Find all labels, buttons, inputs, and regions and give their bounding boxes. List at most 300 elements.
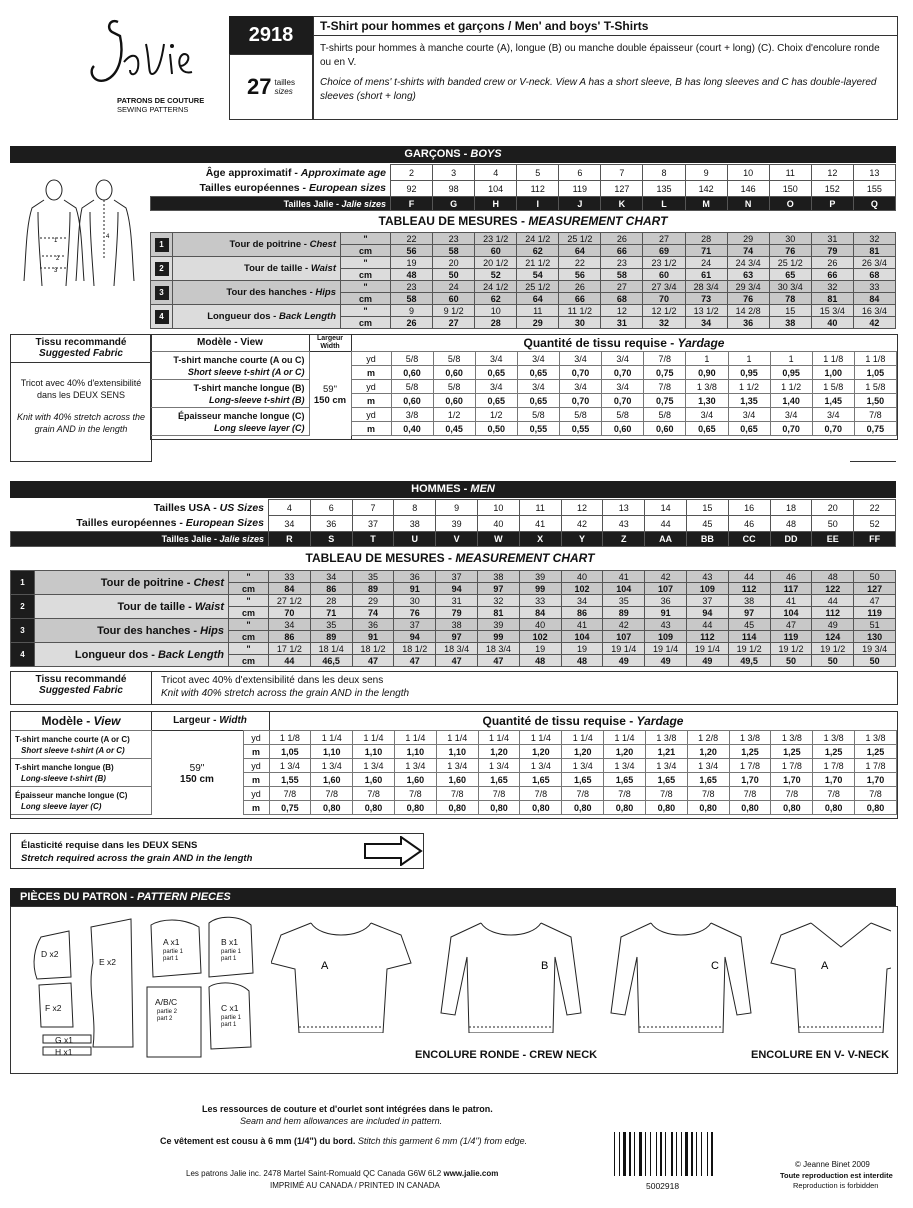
unit-m: m bbox=[351, 422, 391, 436]
measure-cm: 47 bbox=[436, 655, 478, 667]
yardage-yd: 1 1/4 bbox=[604, 731, 646, 745]
measure-cm: 89 bbox=[352, 583, 394, 595]
svg-text:1: 1 bbox=[54, 238, 58, 244]
stretch-fr: Élasticité requise dans les DEUX SENS bbox=[21, 840, 198, 851]
measure-inch: 30 3/4 bbox=[769, 281, 811, 293]
fabric-title-fr: Tissu recommandé bbox=[35, 337, 127, 348]
yardage-m: 0,60 bbox=[391, 394, 433, 408]
unit-m: m bbox=[243, 745, 269, 759]
measure-cm: 50 bbox=[433, 269, 475, 281]
yardage-m: 0,80 bbox=[729, 801, 771, 815]
measure-inch: 44 bbox=[686, 619, 728, 631]
yardage-yd: 3/8 bbox=[391, 408, 433, 422]
cell: FF bbox=[854, 532, 896, 547]
unit-inch: " bbox=[341, 305, 391, 317]
measure-cm: 60 bbox=[433, 293, 475, 305]
yardage-yd: 3/4 bbox=[560, 380, 602, 394]
measure-cm: 63 bbox=[727, 269, 769, 281]
measure-cm: 47 bbox=[394, 655, 436, 667]
yardage-m: 1,21 bbox=[645, 745, 687, 759]
barcode-bar bbox=[623, 1132, 626, 1176]
cell: 8 bbox=[643, 165, 685, 181]
piece-part: part 1 bbox=[221, 1022, 237, 1028]
yardage-m: 0,80 bbox=[353, 801, 395, 815]
yardage-m: 0,90 bbox=[686, 366, 728, 380]
measure-inch: 27 1/2 bbox=[269, 595, 311, 607]
yardage-yd: 1 3/8 bbox=[645, 731, 687, 745]
measure-inch: 11 bbox=[517, 305, 559, 317]
unit-cm: cm bbox=[229, 607, 269, 619]
measure-cm: 27 bbox=[433, 317, 475, 329]
cell: K bbox=[601, 197, 643, 211]
measure-cm: 66 bbox=[601, 245, 643, 257]
measure-label: Longueur dos - Back Length bbox=[35, 643, 229, 667]
measure-inch: 40 bbox=[519, 619, 561, 631]
measure-number: 2 bbox=[11, 595, 35, 619]
yardage-m: 0,80 bbox=[562, 801, 604, 815]
measure-cm: 112 bbox=[728, 583, 770, 595]
cell: I bbox=[517, 197, 559, 211]
measure-cm: 112 bbox=[686, 631, 728, 643]
yardage-m: 1,20 bbox=[478, 745, 520, 759]
measure-cm: 91 bbox=[394, 583, 436, 595]
cell: 9 bbox=[436, 500, 478, 516]
yardage-yd: 7/8 bbox=[855, 787, 897, 801]
measure-cm: 70 bbox=[643, 293, 685, 305]
measure-inch: 41 bbox=[603, 571, 645, 583]
yardage-m: 1,60 bbox=[353, 773, 395, 787]
barcode-bar bbox=[665, 1132, 666, 1176]
measure-cm: 89 bbox=[310, 631, 352, 643]
yardage-m: 0,80 bbox=[687, 801, 729, 815]
yardage-yd: 7/8 bbox=[771, 787, 813, 801]
fabric-fr: Tricot avec 40% d'extensibilité dans les deux sens bbox=[161, 675, 384, 686]
cell: 150 bbox=[769, 181, 811, 197]
piece-label: H x1 bbox=[55, 1047, 73, 1057]
yardage-yd: 7/8 bbox=[520, 787, 562, 801]
yardage-label: Épaisseur manche longue (C) Long sleeve layer (C) bbox=[11, 787, 151, 815]
measure-cm: 56 bbox=[559, 269, 601, 281]
measure-number: 4 bbox=[151, 305, 173, 329]
measure-inch: 24 bbox=[685, 257, 727, 269]
sizes-box bbox=[229, 54, 313, 120]
yardage-m: 0,65 bbox=[517, 394, 559, 408]
unit-inch: " bbox=[229, 595, 269, 607]
yardage-title: Quantité de tissu requise - Yardage bbox=[269, 712, 897, 731]
measure-inch: 44 bbox=[728, 571, 770, 583]
measure-inch: 33 bbox=[269, 571, 311, 583]
measure-cm: 79 bbox=[811, 245, 853, 257]
measure-cm: 81 bbox=[477, 607, 519, 619]
barcode-bar bbox=[681, 1132, 682, 1176]
yardage-yd: 3/4 bbox=[475, 352, 517, 366]
yardage-yd: 7/8 bbox=[687, 787, 729, 801]
cell: S bbox=[310, 532, 352, 547]
yardage-m: 0,50 bbox=[475, 422, 517, 436]
yardage-m: 0,75 bbox=[644, 366, 686, 380]
yardage-yd: 1 bbox=[770, 352, 812, 366]
cell: F bbox=[391, 197, 433, 211]
cell: 34 bbox=[269, 516, 311, 532]
yardage-yd: 5/8 bbox=[560, 408, 602, 422]
measure-cm: 94 bbox=[686, 607, 728, 619]
yardage-m: 0,75 bbox=[644, 394, 686, 408]
cell: 11 bbox=[769, 165, 811, 181]
measure-number: 4 bbox=[11, 643, 35, 667]
measure-cm: 58 bbox=[433, 245, 475, 257]
yardage-m: 0,65 bbox=[475, 394, 517, 408]
yardage-m: 0,80 bbox=[813, 801, 855, 815]
width-value: 59" 150 cm bbox=[309, 351, 352, 439]
measure-inch: 49 bbox=[812, 619, 854, 631]
yardage-m: 1,05 bbox=[269, 745, 311, 759]
piece-label: A/B/C bbox=[155, 997, 178, 1007]
measure-inch: 26 bbox=[601, 233, 643, 245]
measure-inch: 28 bbox=[310, 595, 352, 607]
cell: 36 bbox=[310, 516, 352, 532]
measure-inch: 34 bbox=[561, 595, 603, 607]
measure-inch: 42 bbox=[603, 619, 645, 631]
measure-cm: 29 bbox=[517, 317, 559, 329]
yardage-yd: 1 1/2 bbox=[728, 380, 770, 394]
measure-cm: 107 bbox=[603, 631, 645, 643]
yardage-yd: 1 1/8 bbox=[269, 731, 311, 745]
yardage-yd: 1 3/4 bbox=[436, 759, 478, 773]
barcode-bar bbox=[696, 1132, 697, 1176]
measure-cm: 38 bbox=[769, 317, 811, 329]
measure-inch: 9 bbox=[391, 305, 433, 317]
cell: 92 bbox=[391, 181, 433, 197]
measure-cm: 127 bbox=[854, 583, 896, 595]
yardage-m: 1,65 bbox=[562, 773, 604, 787]
measure-inch: 23 1/2 bbox=[475, 233, 517, 245]
unit-inch: " bbox=[229, 643, 269, 655]
measure-cm: 36 bbox=[727, 317, 769, 329]
unit-cm: cm bbox=[229, 655, 269, 667]
yardage-yd: 7/8 bbox=[269, 787, 311, 801]
measure-inch: 18 1/4 bbox=[310, 643, 352, 655]
yardage-label: Épaisseur manche longue (C) Long sleeve layer (C) bbox=[151, 408, 309, 436]
yardage-yd: 1 3/4 bbox=[353, 759, 395, 773]
yardage-m: 0,60 bbox=[644, 422, 686, 436]
measure-cm: 42 bbox=[853, 317, 895, 329]
yardage-m: 1,70 bbox=[771, 773, 813, 787]
cell: 112 bbox=[517, 181, 559, 197]
measure-inch: 41 bbox=[561, 619, 603, 631]
measure-inch: 13 1/2 bbox=[685, 305, 727, 317]
measure-inch: 29 bbox=[352, 595, 394, 607]
yardage-yd: 1 3/4 bbox=[687, 759, 729, 773]
yardage-m: 0,60 bbox=[433, 394, 475, 408]
yardage-yd: 1 3/8 bbox=[729, 731, 771, 745]
yardage-yd: 1 3/4 bbox=[604, 759, 646, 773]
measure-cm: 44 bbox=[269, 655, 311, 667]
boys-banner: GARÇONS - BOYS bbox=[10, 146, 896, 163]
view-letter: B bbox=[541, 960, 549, 972]
barcode-number: 5002918 bbox=[646, 1181, 680, 1191]
tshirt-1 bbox=[441, 923, 581, 1033]
logo bbox=[80, 14, 220, 114]
yardage-m: 1,65 bbox=[687, 773, 729, 787]
measure-label: Tour des hanches - Hips bbox=[35, 619, 229, 643]
unit-yd: yd bbox=[243, 787, 269, 801]
cell: O bbox=[769, 197, 811, 211]
yardage-yd: 7/8 bbox=[562, 787, 604, 801]
measure-cm: 71 bbox=[310, 607, 352, 619]
measure-inch: 27 bbox=[601, 281, 643, 293]
measure-cm: 74 bbox=[727, 245, 769, 257]
measure-cm: 31 bbox=[601, 317, 643, 329]
cell: 3 bbox=[433, 165, 475, 181]
crew-neck-label: ENCOLURE RONDE - CREW NECK bbox=[415, 1049, 598, 1061]
measure-label: Tour de taille - Waist bbox=[173, 257, 341, 281]
measure-cm: 61 bbox=[685, 269, 727, 281]
view-letter: C bbox=[711, 960, 719, 972]
yardage-yd: 3/4 bbox=[686, 408, 728, 422]
measure-inch: 19 1/2 bbox=[812, 643, 854, 655]
measure-inch: 16 3/4 bbox=[853, 305, 895, 317]
yardage-m: 0,60 bbox=[391, 366, 433, 380]
measure-cm: 84 bbox=[519, 607, 561, 619]
yardage-m: 0,75 bbox=[269, 801, 311, 815]
piece-part: partie 1 bbox=[221, 1015, 242, 1021]
stretch-en: Stretch required across the grain AND in the length bbox=[21, 853, 253, 864]
measure-inch: 19 3/4 bbox=[854, 643, 896, 655]
measure-inch: 23 bbox=[433, 233, 475, 245]
stretch-box bbox=[10, 833, 424, 869]
yardage-yd: 5/8 bbox=[391, 380, 433, 394]
measure-inch: 20 bbox=[433, 257, 475, 269]
svg-text:2: 2 bbox=[56, 256, 60, 262]
footer-address: Les patrons Jalie inc. 2478 Martel Saint-Romuald QC Canada G6W 6L2 www.jalie.com bbox=[186, 1169, 499, 1178]
men-size-table bbox=[10, 499, 896, 547]
measure-cm: 76 bbox=[394, 607, 436, 619]
measure-inch: 24 1/2 bbox=[475, 281, 517, 293]
cell: 12 bbox=[561, 500, 603, 516]
measure-cm: 26 bbox=[391, 317, 433, 329]
cell: 50 bbox=[812, 516, 854, 532]
measure-inch: 15 bbox=[769, 305, 811, 317]
measure-inch: 12 bbox=[601, 305, 643, 317]
unit-cm: cm bbox=[229, 583, 269, 595]
cell: 135 bbox=[643, 181, 685, 197]
measure-inch: 19 1/2 bbox=[770, 643, 812, 655]
yardage-yd: 3/4 bbox=[728, 408, 770, 422]
yardage-yd: 1 7/8 bbox=[771, 759, 813, 773]
measure-inch: 24 3/4 bbox=[727, 257, 769, 269]
yardage-m: 0,60 bbox=[433, 366, 475, 380]
measure-inch: 39 bbox=[519, 571, 561, 583]
boys-measure-rows bbox=[150, 232, 896, 329]
barcode-bar bbox=[660, 1132, 662, 1176]
measure-cm: 68 bbox=[601, 293, 643, 305]
measure-cm: 94 bbox=[436, 583, 478, 595]
view-letter: A bbox=[821, 960, 829, 972]
yardage-label: T-shirt manche courte (A or C) Short sleeve t-shirt (A or C) bbox=[11, 731, 151, 759]
measure-inch: 29 3/4 bbox=[727, 281, 769, 293]
cell: M bbox=[685, 197, 727, 211]
yardage-m: 1,65 bbox=[478, 773, 520, 787]
measure-cm: 84 bbox=[853, 293, 895, 305]
measure-cm: 32 bbox=[643, 317, 685, 329]
men-yardage-box bbox=[10, 711, 898, 819]
yardage-m: 0,80 bbox=[436, 801, 478, 815]
yardage-m: 1,00 bbox=[812, 366, 854, 380]
measure-inch: 20 1/2 bbox=[475, 257, 517, 269]
sizes-count: 27 bbox=[247, 74, 272, 99]
measure-inch: 23 bbox=[391, 281, 433, 293]
yardage-m: 1,20 bbox=[520, 745, 562, 759]
measure-inch: 51 bbox=[854, 619, 896, 631]
yardage-m: 1,40 bbox=[770, 394, 812, 408]
footer-line3: Ce vêtement est cousu à 6 mm (1/4") du bord. Stitch this garment 6 mm (1/4") from edge. bbox=[160, 1136, 528, 1146]
piece-label: C x1 bbox=[221, 1003, 239, 1013]
measure-cm: 76 bbox=[769, 245, 811, 257]
measure-number: 1 bbox=[151, 233, 173, 257]
unit-m: m bbox=[243, 801, 269, 815]
yardage-m: 1,60 bbox=[394, 773, 436, 787]
footer-printed: IMPRIMÉ AU CANADA / PRINTED IN CANADA bbox=[270, 1181, 440, 1190]
yardage-yd: 1 1/8 bbox=[812, 352, 854, 366]
measure-inch: 19 1/4 bbox=[603, 643, 645, 655]
boys-size-table bbox=[150, 164, 896, 211]
cell: 4 bbox=[269, 500, 311, 516]
measure-inch: 30 bbox=[769, 233, 811, 245]
measure-inch: 11 1/2 bbox=[559, 305, 601, 317]
yardage-yd: 3/4 bbox=[770, 408, 812, 422]
measure-inch: 25 1/2 bbox=[559, 233, 601, 245]
yardage-yd: 3/4 bbox=[812, 408, 854, 422]
measure-cm: 54 bbox=[517, 269, 559, 281]
measure-inch: 23 1/2 bbox=[643, 257, 685, 269]
yardage-m: 1,35 bbox=[728, 394, 770, 408]
measure-cm: 76 bbox=[727, 293, 769, 305]
yardage-m: 0,80 bbox=[645, 801, 687, 815]
cell: 127 bbox=[601, 181, 643, 197]
measure-label: Tour de taille - Waist bbox=[35, 595, 229, 619]
measure-cm: 40 bbox=[811, 317, 853, 329]
measure-cm: 97 bbox=[477, 583, 519, 595]
cell: 7 bbox=[352, 500, 394, 516]
measure-inch: 25 1/2 bbox=[517, 281, 559, 293]
cell: 40 bbox=[477, 516, 519, 532]
barcode-bar bbox=[701, 1132, 702, 1176]
yardage-m: 0,45 bbox=[433, 422, 475, 436]
yardage-m: 1,45 bbox=[812, 394, 854, 408]
measure-inch: 19 bbox=[519, 643, 561, 655]
measure-inch: 36 bbox=[352, 619, 394, 631]
cell: 152 bbox=[811, 181, 853, 197]
cell: 37 bbox=[352, 516, 394, 532]
rights-en: Reproduction is forbidden bbox=[793, 1181, 879, 1190]
measure-cm: 48 bbox=[391, 269, 433, 281]
yardage-yd: 1 5/8 bbox=[854, 380, 896, 394]
spacer bbox=[309, 380, 351, 408]
yardage-m: 1,10 bbox=[311, 745, 353, 759]
yardage-m: 1,10 bbox=[394, 745, 436, 759]
cell: BB bbox=[686, 532, 728, 547]
yardage-yd: 1 1/4 bbox=[436, 731, 478, 745]
yardage-yd: 1 3/4 bbox=[562, 759, 604, 773]
yardage-m: 1,65 bbox=[645, 773, 687, 787]
measure-cm: 97 bbox=[728, 607, 770, 619]
measure-inch: 41 bbox=[770, 595, 812, 607]
yardage-yd: 7/8 bbox=[813, 787, 855, 801]
yardage-yd: 1 5/8 bbox=[812, 380, 854, 394]
unit-m: m bbox=[351, 366, 391, 380]
men-measure-rows bbox=[10, 570, 896, 667]
measure-label: Longueur dos - Back Length bbox=[173, 305, 341, 329]
piece-part: part 2 bbox=[157, 1016, 173, 1022]
unit-yd: yd bbox=[351, 352, 391, 366]
boys-fabric-box bbox=[10, 334, 152, 462]
cell: J bbox=[559, 197, 601, 211]
yardage-yd: 1 1/4 bbox=[311, 731, 353, 745]
yardage-yd: 1 bbox=[728, 352, 770, 366]
measure-inch: 50 bbox=[854, 571, 896, 583]
yardage-yd: 1 3/4 bbox=[269, 759, 311, 773]
barcode-bar bbox=[639, 1132, 642, 1176]
measure-cm: 60 bbox=[643, 269, 685, 281]
measure-inch: 19 bbox=[391, 257, 433, 269]
measure-cm: 68 bbox=[853, 269, 895, 281]
cell: 9 bbox=[685, 165, 727, 181]
measure-cm: 99 bbox=[519, 583, 561, 595]
barcode-bar bbox=[671, 1132, 673, 1176]
yardage-yd: 3/4 bbox=[517, 380, 559, 394]
barcode-bar bbox=[676, 1132, 677, 1176]
unit-inch: " bbox=[229, 619, 269, 631]
yardage-yd: 1 3/4 bbox=[645, 759, 687, 773]
measure-cm: 86 bbox=[561, 607, 603, 619]
yardage-m: 1,25 bbox=[813, 745, 855, 759]
yardage-m: 1,50 bbox=[854, 394, 896, 408]
cell: Y bbox=[561, 532, 603, 547]
men-yardage-rows bbox=[11, 730, 897, 815]
yardage-yd: 1 1/8 bbox=[854, 352, 896, 366]
yardage-yd: 1 1/4 bbox=[478, 731, 520, 745]
measure-inch: 37 bbox=[394, 619, 436, 631]
yardage-m: 0,65 bbox=[686, 422, 728, 436]
yardage-m: 1,25 bbox=[729, 745, 771, 759]
width-label: Largeur - Width bbox=[151, 712, 270, 731]
yardage-yd: 1 1/4 bbox=[353, 731, 395, 745]
measure-inch: 23 bbox=[601, 257, 643, 269]
yardage-yd: 1 1/4 bbox=[394, 731, 436, 745]
spacer bbox=[309, 408, 351, 436]
yardage-yd: 5/8 bbox=[644, 408, 686, 422]
cell: 52 bbox=[854, 516, 896, 532]
measure-cm: 97 bbox=[436, 631, 478, 643]
measure-cm: 102 bbox=[561, 583, 603, 595]
unit-inch: " bbox=[341, 257, 391, 269]
measure-inch: 32 bbox=[811, 281, 853, 293]
yardage-m: 0,65 bbox=[728, 422, 770, 436]
footer-line1: Les ressources de couture et d'ourlet sont intégrées dans le patron. bbox=[202, 1104, 493, 1114]
spacer bbox=[151, 787, 243, 815]
measure-inch: 35 bbox=[352, 571, 394, 583]
measure-cm: 70 bbox=[269, 607, 311, 619]
pattern-number-box bbox=[229, 16, 313, 54]
fabric-title-en: Suggested Fabric bbox=[39, 685, 123, 696]
measure-inch: 26 3/4 bbox=[853, 257, 895, 269]
measure-inch: 21 1/2 bbox=[517, 257, 559, 269]
measure-inch: 28 bbox=[685, 233, 727, 245]
measure-inch: 19 1/4 bbox=[686, 643, 728, 655]
measure-inch: 18 1/2 bbox=[394, 643, 436, 655]
measure-cm: 104 bbox=[603, 583, 645, 595]
yardage-m: 1,70 bbox=[813, 773, 855, 787]
